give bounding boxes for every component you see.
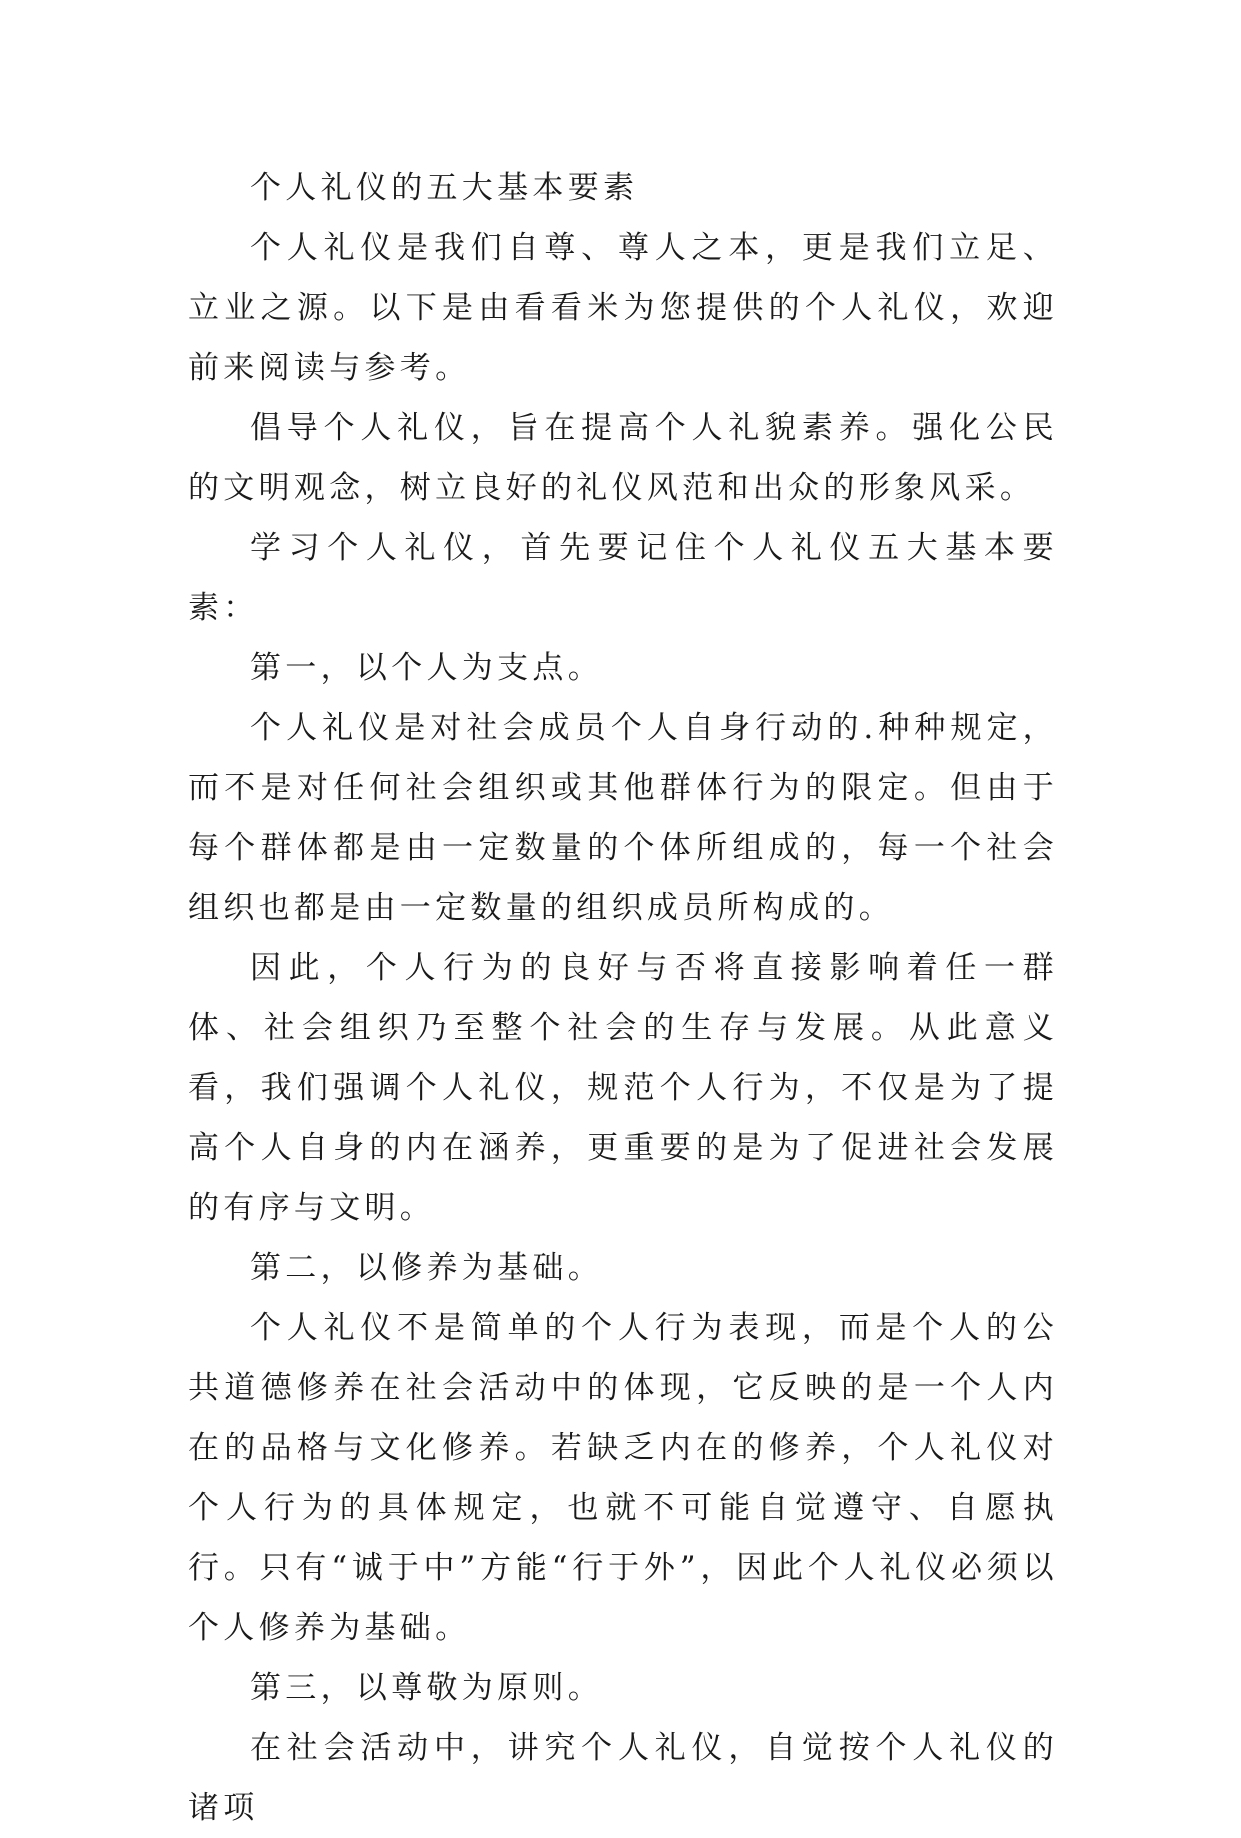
first-element-paragraph: 个人礼仪是对社会成员个人自身行动的.种种规定，而不是对任何社会组织或其他群体行为的限定。但由于每个群体都是由一定数量的个体所组成的，每一个社会组织也都是由一定数量的组织成员所构成的。	[188, 710, 1058, 926]
intro-paragraph: 个人礼仪是我们自尊、尊人之本，更是我们立足、立业之源。以下是由看看米为您提供的个人礼仪，欢迎前来阅读与参考。	[188, 230, 1058, 386]
advocacy-paragraph: 倡导个人礼仪，旨在提高个人礼貌素养。强化公民的文明观念，树立良好的礼仪风范和出众的形象风采。	[188, 410, 1058, 506]
document-body	[188, 158, 1058, 1838]
section-heading-second: 第二，以修养为基础。	[250, 1250, 603, 1286]
section-heading-first: 第一，以个人为支点。	[250, 650, 603, 686]
document-title: 个人礼仪的五大基本要素	[250, 170, 639, 206]
third-element-paragraph: 在社会活动中，讲究个人礼仪，自觉按个人礼仪的诸项	[188, 1730, 1058, 1826]
learning-paragraph: 学习个人礼仪，首先要记住个人礼仪五大基本要素：	[188, 530, 1058, 626]
first-element-paragraph-2: 因此，个人行为的良好与否将直接影响着任一群体、社会组织乃至整个社会的生存与发展。从此意义看，我们强调个人礼仪，规范个人行为，不仅是为了提高个人自身的内在涵养，更重要的是为了促进社会发展的有序与文明。	[188, 950, 1058, 1226]
section-heading-third: 第三，以尊敬为原则。	[250, 1670, 603, 1706]
second-element-paragraph: 个人礼仪不是简单的个人行为表现，而是个人的公共道德修养在社会活动中的体现，它反映的是一个人内在的品格与文化修养。若缺乏内在的修养，个人礼仪对个人行为的具体规定，也就不可能自觉遵守、自愿执行。只有“诚于中”方能“行于外”，因此个人礼仪必须以个人修养为基础。	[188, 1310, 1058, 1646]
